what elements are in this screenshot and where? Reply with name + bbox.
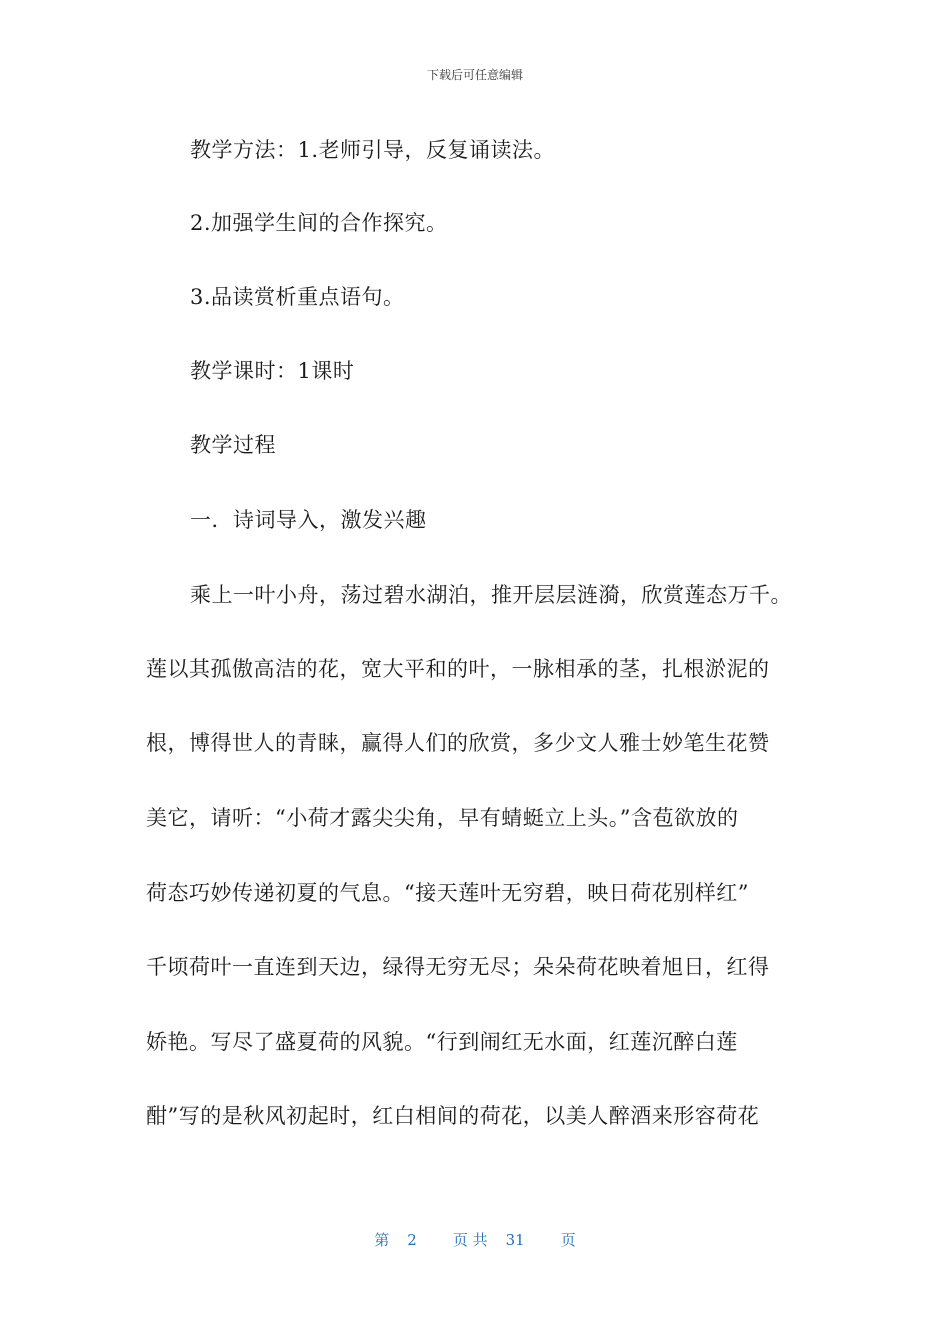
current-page-number: 2 bbox=[407, 1231, 417, 1249]
text-line: 根，博得世人的青睐，赢得人们的欣赏，多少文人雅士妙笔生花赞 bbox=[146, 731, 770, 755]
text-line: 2.加强学生间的合作探究。 bbox=[190, 211, 448, 235]
section-heading: 一．诗词导入，激发兴趣 bbox=[190, 508, 427, 532]
header-note: 下载后可任意编辑 bbox=[426, 68, 523, 82]
text-line: 教学过程 bbox=[190, 433, 276, 457]
footer-prefix: 第 bbox=[374, 1231, 390, 1249]
text-line: 酣”写的是秋风初起时，红白相间的荷花，以美人醉酒来形容荷花 bbox=[146, 1104, 760, 1128]
text-line: 千顷荷叶一直连到天边，绿得无穷无尽；朵朵荷花映着旭日，红得 bbox=[146, 955, 770, 979]
page-footer bbox=[0, 1229, 950, 1250]
text-line: 教学方法：1.老师引导，反复诵读法。 bbox=[190, 138, 556, 162]
footer-suffix: 页 bbox=[560, 1231, 576, 1249]
text-line: 乘上一叶小舟，荡过碧水湖泊，推开层层涟漪，欣赏莲态万千。 bbox=[190, 583, 792, 607]
text-line: 娇艳。写尽了盛夏荷的风貌。“行到闹红无水面，红莲沉醉白莲 bbox=[146, 1030, 738, 1054]
text-line: 荷态巧妙传递初夏的气息。“接天莲叶无穷碧，映日荷花别样红” bbox=[146, 881, 749, 905]
text-line: 莲以其孤傲高洁的花，宽大平和的叶，一脉相承的茎，扎根淤泥的 bbox=[146, 657, 770, 681]
text-line: 教学课时：1课时 bbox=[190, 359, 355, 383]
text-line: 3.品读赏析重点语句。 bbox=[190, 285, 405, 309]
total-pages-number: 31 bbox=[505, 1231, 525, 1249]
footer-middle: 页 共 bbox=[452, 1231, 488, 1249]
text-line: 美它，请听：“小荷才露尖尖角，早有蜻蜓立上头。”含苞欲放的 bbox=[146, 806, 739, 830]
